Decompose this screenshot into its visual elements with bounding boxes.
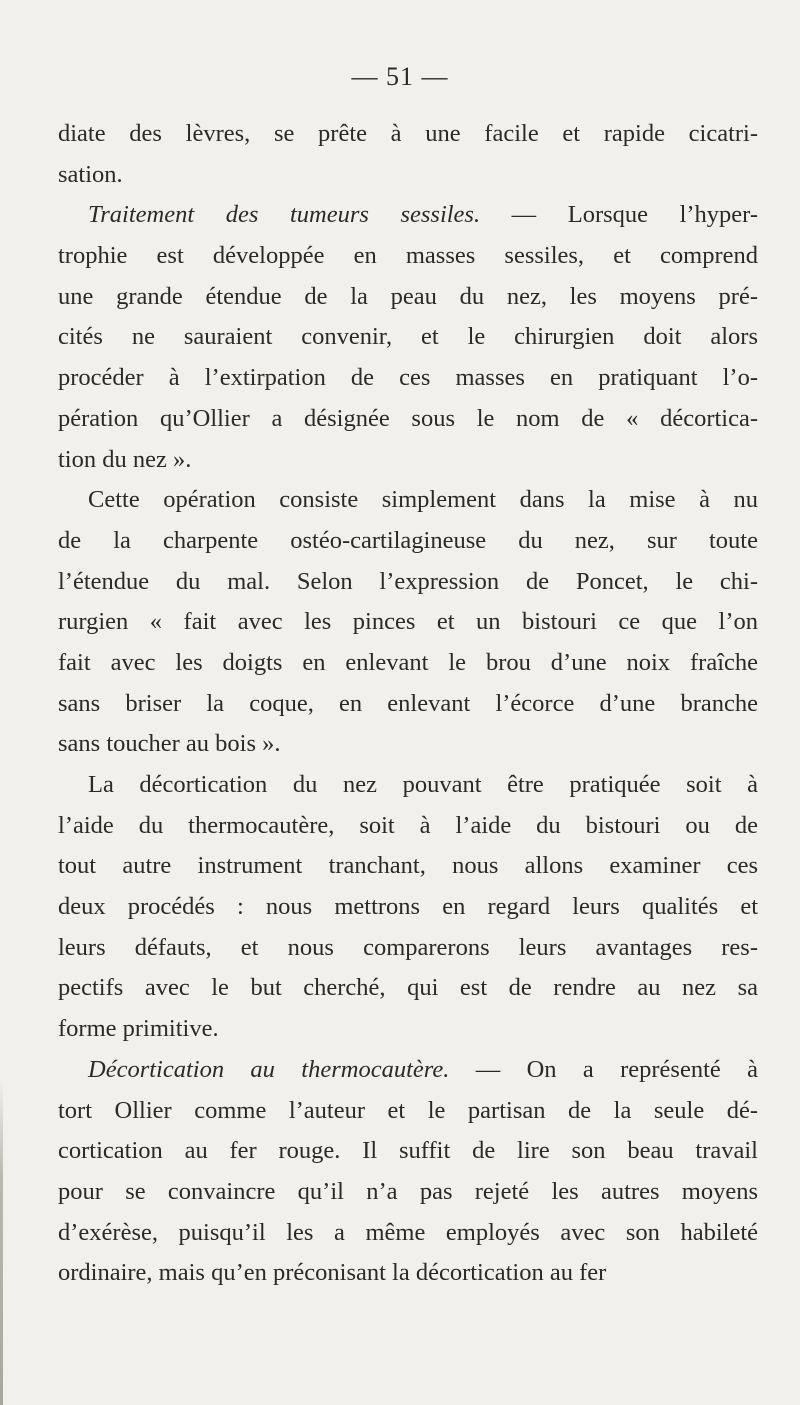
text-line: procéder à l’extirpation de ces masses en pratiquant l’o- bbox=[58, 364, 758, 392]
text-line: sans toucher au bois ». bbox=[58, 730, 281, 758]
text-line: sans briser la coque, en enlevant l’écorce d’une branche bbox=[58, 689, 758, 717]
text-line: forme primitive. bbox=[58, 1015, 219, 1043]
text-line: La décortication du nez pouvant être pratiquée soit à bbox=[88, 771, 758, 798]
text-line: cortication au fer rouge. Il suffit de lire son beau travail bbox=[58, 1137, 758, 1165]
text-line: fait avec les doigts en enlevant le brou d’une noix fraîche bbox=[58, 648, 758, 676]
page-number: — 51 — bbox=[351, 62, 449, 91]
body-text bbox=[58, 114, 758, 1294]
section-heading: Traitement des tumeurs sessiles. bbox=[88, 201, 481, 229]
text-line: tion du nez ». bbox=[58, 445, 192, 473]
text-fragment: — Lorsque l’hyper- bbox=[480, 201, 758, 229]
text-line: pectifs avec le but cherché, qui est de rendre au nez sa bbox=[58, 974, 758, 1002]
section-heading: Décortication au thermocautère. bbox=[88, 1055, 450, 1083]
text-fragment: — On a représenté à bbox=[449, 1055, 758, 1083]
paragraph bbox=[58, 114, 758, 195]
text-line: trophie est développée en masses sessiles, et comprend bbox=[58, 242, 758, 270]
paragraph bbox=[58, 765, 758, 1050]
text-line: cités ne sauraient convenir, et le chirurgien doit alors bbox=[58, 323, 758, 351]
text-line: ordinaire, mais qu’en préconisant la décortication au fer bbox=[58, 1259, 607, 1287]
text-line bbox=[58, 195, 758, 236]
text-line: leurs défauts, et nous comparerons leurs avantages res- bbox=[58, 933, 758, 961]
text-line: tout autre instrument tranchant, nous allons examiner ces bbox=[58, 852, 758, 880]
text-line: deux procédés : nous mettrons en regard leurs qualités et bbox=[58, 893, 758, 921]
text-line: rurgien « fait avec les pinces et un bistouri ce que l’on bbox=[58, 608, 758, 636]
text-line: sation. bbox=[58, 160, 123, 188]
text-line: l’aide du thermocautère, soit à l’aide du bistouri ou de bbox=[58, 811, 758, 839]
page-edge-shadow bbox=[0, 1080, 3, 1405]
paragraph bbox=[58, 195, 758, 480]
text-line: diate des lèvres, se prête à une facile et rapide cicatri- bbox=[58, 120, 758, 147]
text-line: d’exérèse, puisqu’il les a même employés avec son habileté bbox=[58, 1218, 758, 1246]
text-line: de la charpente ostéo-cartilagineuse du nez, sur toute bbox=[58, 526, 758, 554]
text-line: Cette opération consiste simplement dans la mise à nu bbox=[88, 486, 758, 514]
text-line bbox=[58, 1050, 758, 1091]
text-line: une grande étendue de la peau du nez, les moyens pré- bbox=[58, 282, 758, 310]
text-line: tort Ollier comme l’auteur et le partisan de la seule dé- bbox=[58, 1096, 758, 1124]
text-line: pération qu’Ollier a désignée sous le nom de « décortica- bbox=[58, 404, 758, 432]
paragraph bbox=[58, 480, 758, 765]
text-line: l’étendue du mal. Selon l’expression de Poncet, le chi- bbox=[58, 567, 758, 595]
text-line: pour se convaincre qu’il n’a pas rejeté les autres moyens bbox=[58, 1177, 758, 1205]
paragraph bbox=[58, 1050, 758, 1294]
